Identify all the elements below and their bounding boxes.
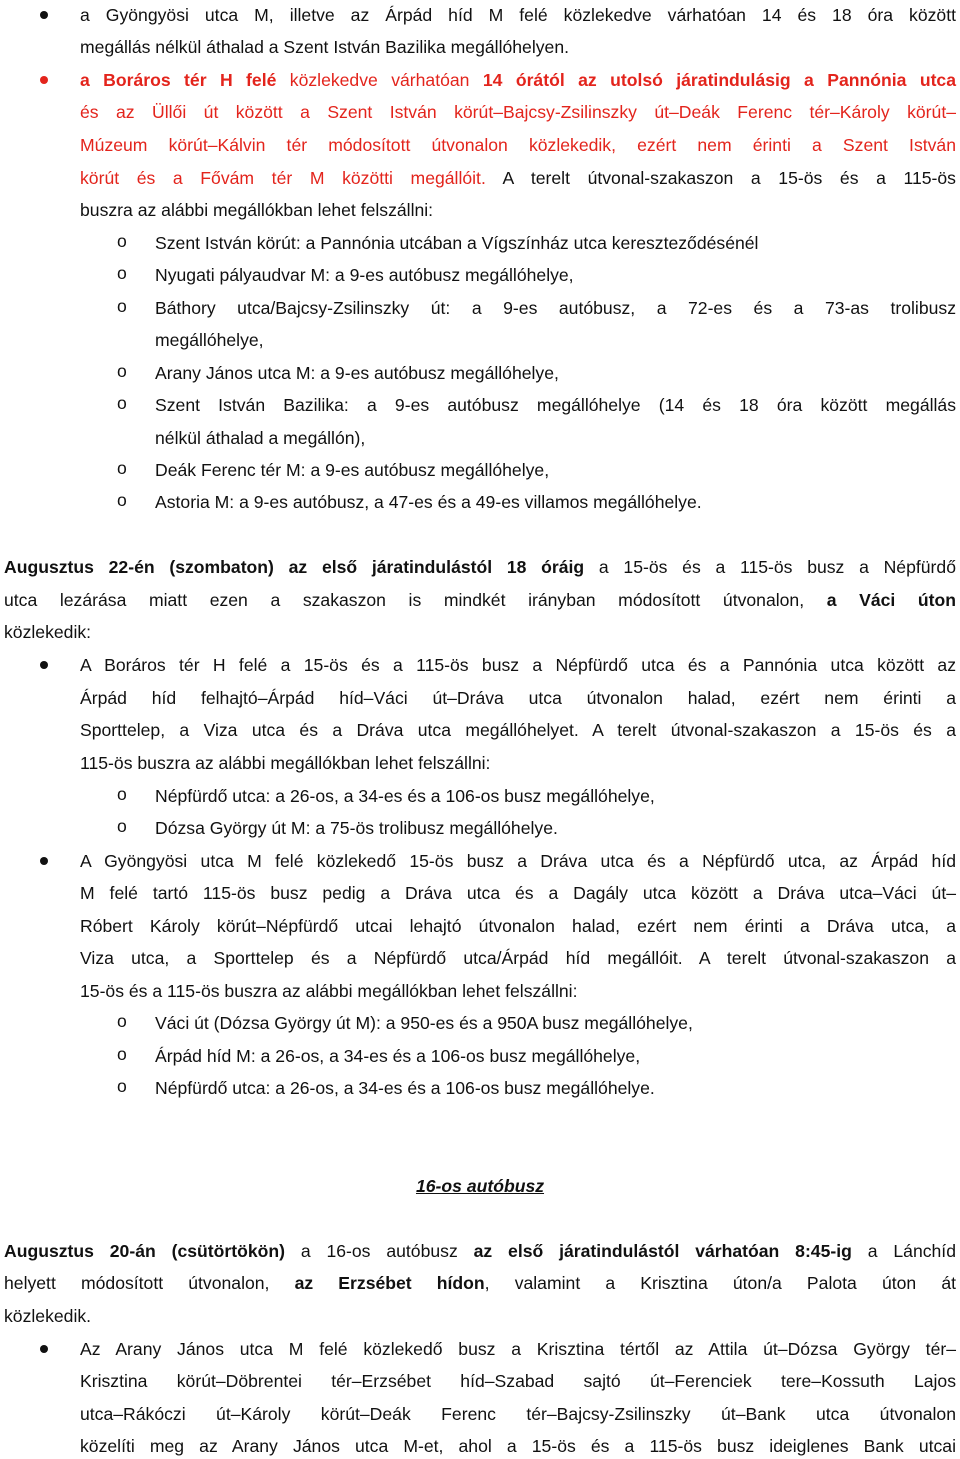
stop-item: Szent István körút: a Pannónia utcában a Vígszínház utca kereszteződésénél bbox=[155, 233, 759, 253]
sub-bullet-icon: o bbox=[117, 1076, 127, 1096]
sub-bullet-icon: o bbox=[117, 458, 127, 478]
paragraph-line-red: Múzeum körút–Kálvin tér módosított útvonalon közlekedik, ezért nem érinti a Szent István bbox=[80, 135, 956, 155]
paragraph-line: A Boráros tér H felé a 15-ös és a 115-ös busz a Népfürdő utca és a Pannónia utca között az bbox=[80, 655, 956, 675]
paragraph-line: helyett módosított útvonalon, az Erzsébet hídon, valamint a Krisztina úton/a Palota úton át bbox=[4, 1273, 956, 1293]
sub-bullet-icon: o bbox=[117, 1044, 127, 1064]
stop-item: Astoria M: a 9-es autóbusz, a 47-es és a 49-es villamos megállóhelye. bbox=[155, 492, 702, 512]
paragraph-line: a Gyöngyösi utca M, illetve az Árpád híd M felé közlekedve várhatóan 14 és 18 óra között bbox=[80, 5, 956, 25]
sub-bullet-icon: o bbox=[117, 393, 127, 413]
stop-item: Árpád híd M: a 26-os, a 34-es és a 106-os busz megállóhelye, bbox=[155, 1046, 641, 1066]
sub-bullet-icon: o bbox=[117, 361, 127, 381]
sub-bullet-icon: o bbox=[117, 784, 127, 804]
sub-bullet-icon: o bbox=[117, 296, 127, 316]
bullet-icon bbox=[40, 661, 48, 669]
paragraph-line: Sporttelep, a Viza utca és a Dráva utca megállóhelyet. A terelt útvonal-szakaszon a 15-ös és a bbox=[80, 720, 956, 740]
sub-bullet-icon: o bbox=[117, 490, 127, 510]
stop-item: nélkül áthalad a megállón), bbox=[155, 428, 366, 448]
stop-item: Váci út (Dózsa György út M): a 950-es és a 950A busz megállóhelye, bbox=[155, 1013, 693, 1033]
paragraph-line: közelíti meg az Arany János utca M-et, ahol a 15-ös és a 115-ös busz ideiglenes Bank utcai bbox=[80, 1436, 956, 1456]
paragraph-line: 15-ös és a 115-ös buszra az alábbi megállókban lehet felszállni: bbox=[80, 981, 578, 1001]
paragraph-line: Augusztus 20-án (csütörtökön) a 16-os autóbusz az első járatindulástól várhatóan 8:45-ig a Lánchíd bbox=[4, 1241, 956, 1261]
bullet-icon bbox=[40, 11, 48, 19]
paragraph-line: utca–Rákóczi út–Károly körút–Deák Ferenc tér–Bajcsy-Zsilinszky út–Bank utca útvonalon bbox=[80, 1404, 956, 1424]
paragraph-line: Árpád híd felhajtó–Árpád híd–Váci út–Dráva utca útvonalon halad, ezért nem érinti a bbox=[80, 688, 956, 708]
paragraph-line: buszra az alábbi megállókban lehet felszállni: bbox=[80, 200, 434, 220]
section-heading: 16-os autóbusz bbox=[415, 1176, 545, 1196]
paragraph-line: megállás nélkül áthalad a Szent István Bazilika megállóhelyen. bbox=[80, 37, 569, 57]
stop-item: megállóhelye, bbox=[155, 330, 264, 350]
stop-item: Népfürdő utca: a 26-os, a 34-es és a 106-os busz megállóhelye. bbox=[155, 1078, 655, 1098]
stop-item: Szent István Bazilika: a 9-es autóbusz megállóhelye (14 és 18 óra között megállás bbox=[155, 395, 956, 415]
paragraph-line: A Gyöngyösi utca M felé közlekedő 15-ös busz a Dráva utca és a Népfürdő utca, az Árpád híd bbox=[80, 851, 956, 871]
paragraph-line: Krisztina körút–Döbrentei tér–Erzsébet híd–Szabad sajtó út–Ferenciek tere–Kossuth Lajos bbox=[80, 1371, 956, 1391]
sub-bullet-icon: o bbox=[117, 263, 127, 283]
paragraph-line: Viza utca, a Sporttelep és a Népfürdő utca/Árpád híd megállóit. A terelt útvonal-szakaszon a bbox=[80, 948, 956, 968]
bullet-icon bbox=[40, 76, 48, 84]
stop-item: Deák Ferenc tér M: a 9-es autóbusz megállóhelye, bbox=[155, 460, 550, 480]
paragraph-line: közlekedik. bbox=[4, 1306, 92, 1326]
stop-item: Báthory utca/Bajcsy-Zsilinszky út: a 9-es autóbusz, a 72-es és a 73-as trolibusz bbox=[155, 298, 956, 318]
paragraph-line: 115-ös buszra az alábbi megállókban lehet felszállni: bbox=[80, 753, 491, 773]
stop-item: Arany János utca M: a 9-es autóbusz megállóhelye, bbox=[155, 363, 559, 383]
paragraph-line: Augusztus 22-én (szombaton) az első járatindulástól 18 óráig a 15-ös és a 115-ös busz a Népfürdő bbox=[4, 557, 956, 577]
paragraph-line: közlekedik: bbox=[4, 622, 92, 642]
paragraph-line-red: a Boráros tér H felé közlekedve várhatóan 14 órától az utolsó járatindulásig a Pannónia utca bbox=[80, 70, 956, 90]
sub-bullet-icon: o bbox=[117, 816, 127, 836]
bullet-icon bbox=[40, 1345, 48, 1353]
bullet-icon bbox=[40, 857, 48, 865]
sub-bullet-icon: o bbox=[117, 1011, 127, 1031]
stop-item: Dózsa György út M: a 75-ös trolibusz megállóhelye. bbox=[155, 818, 558, 838]
sub-bullet-icon: o bbox=[117, 231, 127, 251]
paragraph-line: körút és a Fővám tér M közötti megállóit. A terelt útvonal-szakaszon a 15-ös és a 115-ös bbox=[80, 168, 956, 188]
stop-item: Népfürdő utca: a 26-os, a 34-es és a 106-os busz megállóhelye, bbox=[155, 786, 655, 806]
paragraph-line-red: és az Üllői út között a Szent István körút–Bajcsy-Zsilinszky út–Deák Ferenc tér–Károly körút– bbox=[80, 102, 956, 122]
paragraph-line: M felé tartó 115-ös busz pedig a Dráva utca és a Dagály utca között a Dráva utca–Váci út– bbox=[80, 883, 956, 903]
paragraph-line: utca lezárása miatt ezen a szakaszon is mindkét irányban módosított útvonalon, a Váci úton bbox=[4, 590, 957, 610]
paragraph-line: Az Arany János utca M felé közlekedő busz a Krisztina tértől az Attila út–Dózsa György tér– bbox=[80, 1339, 956, 1359]
stop-item: Nyugati pályaudvar M: a 9-es autóbusz megállóhelye, bbox=[155, 265, 574, 285]
paragraph-line: Róbert Károly körút–Népfürdő utcai lehajtó útvonalon halad, ezért nem érinti a Dráva utca, a bbox=[80, 916, 956, 936]
